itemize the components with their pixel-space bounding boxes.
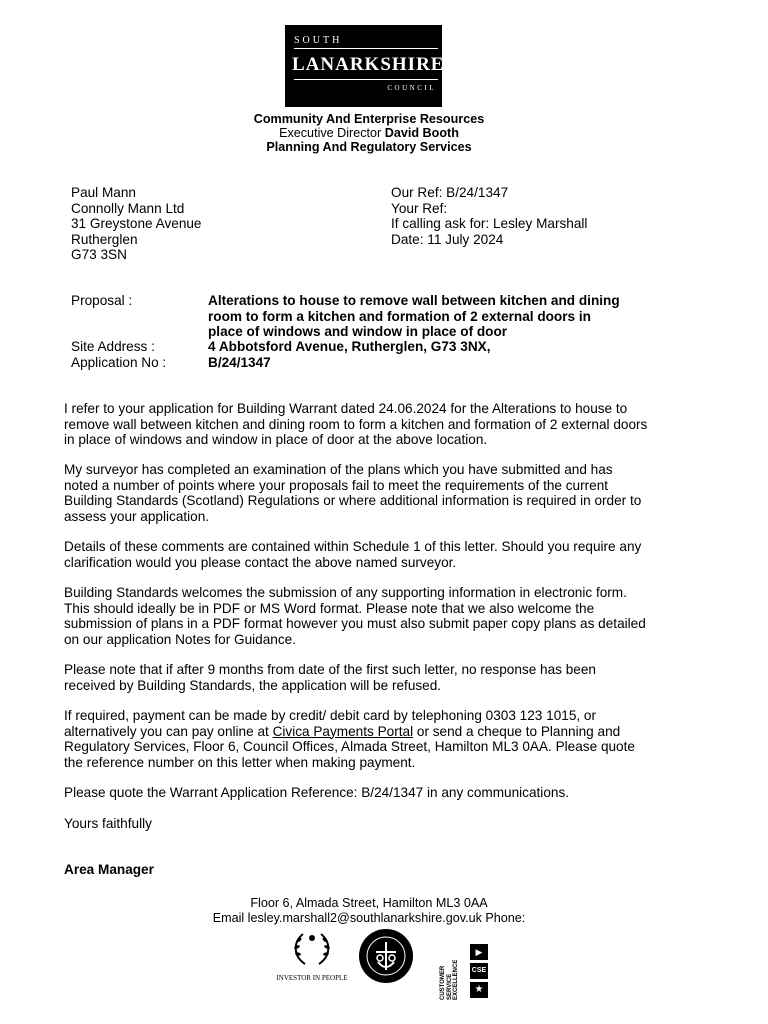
star-icon: ★: [470, 982, 488, 998]
paragraph-payment: [64, 708, 684, 770]
council-logo: [285, 25, 445, 107]
text-fragment: or send a cheque to Planning and: [413, 723, 621, 739]
signatory-title: [64, 862, 684, 878]
laurel-wreath-icon: [289, 928, 335, 968]
text-line: received by Building Standards, the application will be refused.: [64, 677, 442, 693]
logo-line-lanarkshire: LANARKSHIRE: [292, 54, 445, 75]
text-line: Yours faithfully: [64, 816, 152, 831]
address-line: 31 Greystone Avenue: [71, 216, 202, 231]
investors-in-people-badge: [262, 928, 362, 988]
iip-label: INVESTOR IN PEOPLE: [276, 974, 348, 982]
text-line: on our application Notes for Guidance.: [64, 631, 296, 647]
logo-rule: [294, 48, 438, 49]
cse-label: CSE: [470, 963, 488, 979]
text-line: assess your application.: [64, 508, 210, 524]
paragraph-refusal: [64, 662, 684, 693]
civica-payments-portal-link[interactable]: Civica Payments Portal: [272, 723, 414, 739]
letter-date: Date: 11 July 2024: [391, 231, 504, 247]
department-heading: Community And Enterprise Resources: [253, 112, 485, 126]
text-line: Details of these comments are contained within Schedule 1 of this letter. Should you require any: [64, 539, 642, 554]
director-name: David Booth: [384, 126, 459, 140]
council-seal-icon: [358, 928, 414, 984]
paragraph-electronic: [64, 585, 684, 647]
address-line: Paul Mann: [71, 185, 136, 200]
text-fragment: alternatively you can pay online at: [64, 723, 273, 739]
address-line: Rutherglen: [71, 231, 138, 247]
text-line: I refer to your application for Building Warrant dated 24.06.2024 for the Alterations to house to: [64, 401, 628, 416]
proposal-value: [208, 293, 620, 340]
cse-vertical-label: CUSTOMER SERVICE EXCELLENCE: [440, 959, 459, 1000]
text-line: [64, 724, 684, 740]
service-heading: Planning And Regulatory Services: [266, 140, 472, 154]
text-line: submission of plans in a PDF format however you must also submit paper copy plans as detailed: [64, 616, 646, 631]
footer-address: Floor 6, Almada Street, Hamilton ML3 0AA: [250, 896, 488, 910]
logo-line-council: COUNCIL: [387, 84, 436, 92]
reference-block: [391, 185, 587, 247]
your-ref: Your Ref:: [391, 200, 448, 216]
address-line: G73 3SN: [71, 247, 127, 262]
logo-line-south: SOUTH: [294, 35, 343, 46]
text-line: noted a number of points where your proposals fail to meet the requirements of the current: [64, 477, 609, 493]
paragraph-reference: [64, 785, 684, 801]
text-line: Regulatory Services, Floor 6, Council Offices, Almada Street, Hamilton ML3 0AA. Please quote: [64, 739, 635, 754]
text-line: Please note that if after 9 months from date of the first such letter, no response has been: [64, 662, 596, 677]
recipient-address: [71, 185, 202, 263]
proposal-line: place of windows and window in place of door: [208, 324, 508, 339]
paragraph-intro: [64, 401, 684, 448]
proposal-label: Proposal :: [71, 293, 133, 308]
cse-badge: [470, 944, 488, 1000]
proposal-line: Alterations to house to remove wall between kitchen and dining: [208, 293, 620, 308]
text-line: This should ideally be in PDF or MS Word format. Please note that we also welcome the: [64, 600, 595, 616]
paragraph-surveyor: [64, 462, 684, 524]
address-line: Connolly Mann Ltd: [71, 200, 185, 216]
text-line: Area Manager: [64, 862, 154, 877]
site-address-label: Site Address :: [71, 339, 155, 354]
text-line: in place of windows and window in place of door at the above location.: [64, 432, 488, 447]
text-line: Please quote the Warrant Application Reference: B/24/1347 in any communications.: [64, 785, 570, 800]
director-prefix: Executive Director: [279, 126, 385, 140]
proposal-line: room to form a kitchen and formation of 2 external doors in: [208, 308, 591, 324]
text-line: If required, payment can be made by credit/ debit card by telephoning 0303 123 1015, or: [64, 708, 597, 723]
text-line: the reference number on this letter when making payment.: [64, 754, 416, 770]
closing: [64, 816, 684, 832]
director-line: [0, 126, 738, 140]
paragraph-schedule: [64, 539, 684, 570]
logo-rule: [294, 79, 438, 80]
text-line: Building Standards welcomes the submission of any supporting information in electronic form.: [64, 585, 627, 600]
text-line: remove wall between kitchen and dining room to form a kitchen and formation of 2 external doors: [64, 416, 648, 432]
text-line: Building Standards (Scotland) Regulations or where additional information is required in order to: [64, 493, 642, 508]
play-icon: ▶: [470, 944, 488, 960]
contact-person: If calling ask for: Lesley Marshall: [391, 216, 588, 231]
text-line: My surveyor has completed an examination of the plans which you have submitted and has: [64, 462, 613, 477]
site-address-value: 4 Abbotsford Avenue, Rutherglen, G73 3NX,: [208, 339, 491, 354]
text-line: clarification would you please contact the above named surveyor.: [64, 554, 457, 570]
application-no-value: B/24/1347: [208, 355, 271, 370]
cse-vertical-text: [440, 944, 459, 1000]
our-ref: Our Ref: B/24/1347: [391, 185, 509, 200]
application-no-label: Application No :: [71, 355, 167, 370]
footer-contact: Email lesley.marshall2@southlanarkshire.gov.uk Phone:: [212, 911, 526, 925]
